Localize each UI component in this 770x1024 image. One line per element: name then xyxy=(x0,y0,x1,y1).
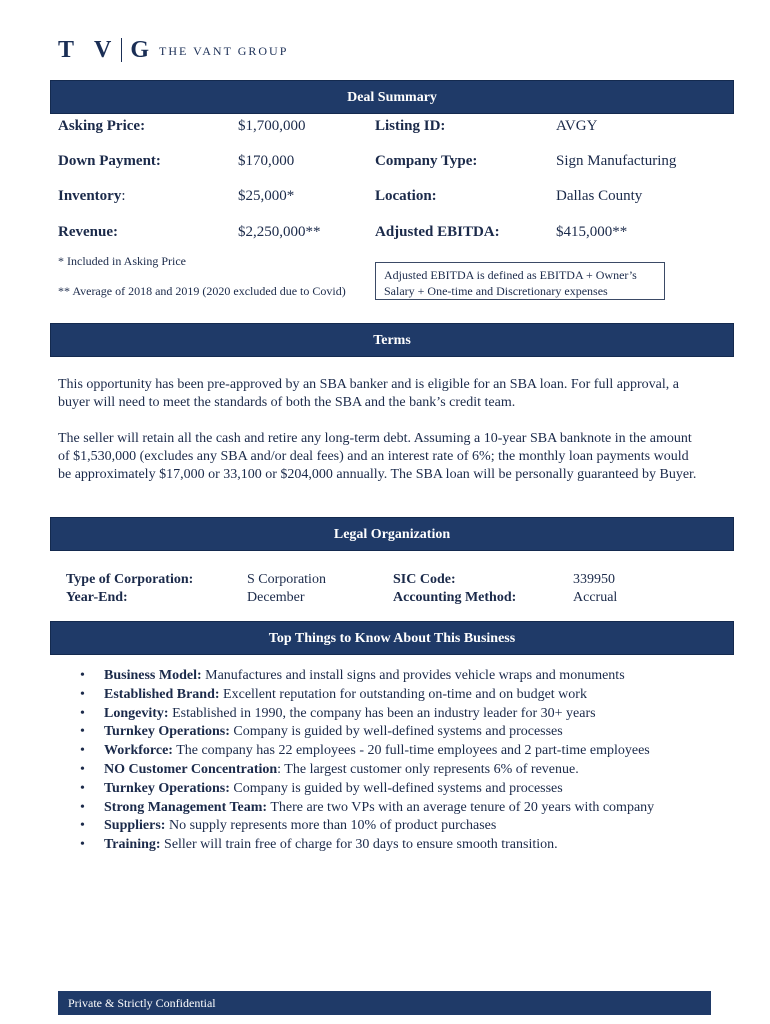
listing-id-label: Listing ID: xyxy=(375,118,446,134)
list-item-text: Seller will train free of charge for 30 days to ensure smooth transition. xyxy=(160,837,558,853)
deal-summary-header: Deal Summary xyxy=(50,80,734,114)
accounting-method-value: Accrual xyxy=(573,590,618,605)
location-value: Dallas County xyxy=(556,188,643,204)
list-item-label: Suppliers: xyxy=(104,818,166,834)
list-item xyxy=(80,817,740,836)
listing-id-value: AVGY xyxy=(556,118,598,134)
type-of-corporation-value: S Corporation xyxy=(247,572,326,587)
asking-price-value: $1,700,000 xyxy=(238,118,306,134)
logo-mark-g: G xyxy=(130,36,152,63)
list-item-text: Manufactures and install signs and provides vehicle wraps and monuments xyxy=(201,668,625,683)
year-end-label: Year-End: xyxy=(66,590,128,605)
logo-mark-t: T xyxy=(58,36,77,63)
revenue-value: $2,250,000** xyxy=(238,224,321,240)
company-type-label: Company Type: xyxy=(375,153,478,169)
list-item-text: : The largest customer only represents 6% of revenue. xyxy=(277,761,579,777)
list-item xyxy=(80,761,740,780)
down-payment-value: $170,000 xyxy=(238,153,295,169)
list-item xyxy=(80,667,740,686)
legal-organization-header: Legal Organization xyxy=(50,517,734,551)
list-item xyxy=(80,742,740,761)
adjusted-ebitda-value: $415,000** xyxy=(556,224,628,240)
top-things-list xyxy=(80,667,740,855)
ebitda-definition-note: Adjusted EBITDA is defined as EBITDA + Owner’s Salary + One-time and Discretionary expenses xyxy=(375,262,665,300)
list-item-label: Turnkey Operations: xyxy=(104,780,230,796)
accounting-method-label: Accounting Method: xyxy=(393,590,517,605)
footnote-revenue-average: ** Average of 2018 and 2019 (2020 excluded due to Covid) xyxy=(58,284,346,298)
terms-paragraph-loan: The seller will retain all the cash and retire any long-term debt. Assuming a 10-year SBA banknote in the amount of $1,530,000 (excludes any SBA and/or deal fees) and an interest rate of 6%; the monthly loan payments would be approximately $17,000 or 33,100 or $204,000 annually. The SBA loan will be personally guaranteed by Buyer. xyxy=(58,431,697,482)
list-item-label: Established Brand: xyxy=(104,686,220,702)
list-item-text: There are two VPs with an average tenure of 20 years with company xyxy=(267,799,655,815)
year-end-value: December xyxy=(247,590,305,605)
logo-divider xyxy=(121,38,122,62)
list-item-text: Company is guided by well-defined systems and processes xyxy=(229,724,563,740)
list-item-label: Business Model: xyxy=(104,668,202,683)
confidentiality-footer: Private & Strictly Confidential xyxy=(58,991,711,1015)
list-item-label: NO Customer Concentration xyxy=(104,761,278,777)
company-logo xyxy=(58,36,288,64)
list-item xyxy=(80,723,740,742)
list-item xyxy=(80,705,740,724)
list-item-text: No supply represents more than 10% of product purchases xyxy=(165,818,497,834)
list-item-label: Strong Management Team: xyxy=(104,799,268,815)
sic-code-label: SIC Code: xyxy=(393,572,456,587)
list-item-text: Excellent reputation for outstanding on-time and on budget work xyxy=(219,686,587,702)
list-item-label: Longevity: xyxy=(104,705,169,721)
inventory-label: Inventory xyxy=(58,188,122,204)
list-item xyxy=(80,780,740,799)
list-item xyxy=(80,836,740,855)
company-type-value: Sign Manufacturing xyxy=(556,153,677,169)
terms-paragraph-sba: This opportunity has been pre-approved by an SBA banker and is eligible for an SBA loan. For full approval, a buyer will need to meet the standards of both the SBA and the bank’s credit team. xyxy=(58,377,679,410)
list-item-text: The company has 22 employees - 20 full-time employees and 2 part-time employees xyxy=(172,743,650,759)
asking-price-label: Asking Price: xyxy=(58,118,146,134)
adjusted-ebitda-label: Adjusted EBITDA: xyxy=(375,224,500,240)
type-of-corporation-label: Type of Corporation: xyxy=(66,572,194,587)
sic-code-value: 339950 xyxy=(573,572,615,587)
inventory-label-row xyxy=(58,188,126,205)
list-item xyxy=(80,686,740,705)
terms-header: Terms xyxy=(50,323,734,357)
list-item-text: Company is guided by well-defined systems and processes xyxy=(229,780,563,796)
list-item-label: Workforce: xyxy=(104,743,173,759)
location-label: Location: xyxy=(375,188,437,204)
revenue-label: Revenue: xyxy=(58,224,118,240)
list-item-label: Training: xyxy=(104,837,161,853)
list-item-label: Turnkey Operations: xyxy=(104,724,230,740)
inventory-value: $25,000* xyxy=(238,188,295,204)
logo-name: THE VANT GROUP xyxy=(159,43,289,58)
footnote-asking-price: * Included in Asking Price xyxy=(58,254,186,268)
down-payment-label: Down Payment: xyxy=(58,153,161,169)
top-things-header: Top Things to Know About This Business xyxy=(50,621,734,655)
inventory-label-colon: : xyxy=(121,188,126,204)
logo-mark-v: V xyxy=(94,36,114,63)
list-item xyxy=(80,799,740,818)
list-item-text: Established in 1990, the company has been an industry leader for 30+ years xyxy=(168,705,596,721)
